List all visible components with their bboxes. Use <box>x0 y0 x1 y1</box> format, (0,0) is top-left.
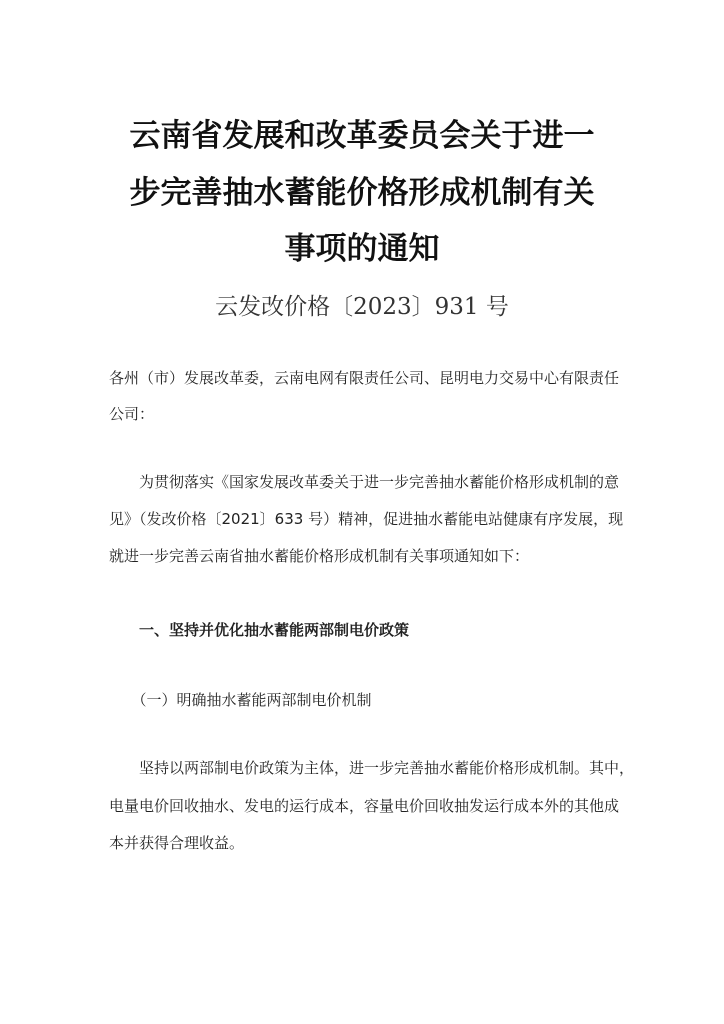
subsection-heading: （一）明确抽水蓄能两部制电价机制 <box>109 691 372 709</box>
text-line: 就进一步完善云南省抽水蓄能价格形成机制有关事项通知如下： <box>109 547 530 565</box>
text-line: 为贯彻落实《国家发展改革委关于进一步完善抽水蓄能价格形成机制的意 <box>109 473 620 491</box>
document-number: 云发改价格〔2023〕931 号 <box>215 294 509 320</box>
text-line: 本并获得合理收益。 <box>109 834 245 852</box>
title-line: 云南省发展和改革委员会关于进一 <box>129 118 595 154</box>
title-line: 步完善抽水蓄能价格形成机制有关 <box>129 175 595 211</box>
text-line: 公司： <box>109 405 155 423</box>
text-line: 见》（发改价格〔2021〕633 号）精神，促进抽水蓄能电站健康有序发展，现 <box>109 510 624 528</box>
text-line: 坚持以两部制电价政策为主体，进一步完善抽水蓄能价格形成机制。其中， <box>109 759 635 777</box>
section-heading: 一、坚持并优化抽水蓄能两部制电价政策 <box>109 621 410 639</box>
text-line: 各州（市）发展改革委，云南电网有限责任公司、昆明电力交易中心有限责任 <box>109 369 620 387</box>
text-line: 电量电价回收抽水、发电的运行成本，容量电价回收抽发运行成本外的其他成 <box>109 797 620 815</box>
title-line: 事项的通知 <box>284 231 440 267</box>
